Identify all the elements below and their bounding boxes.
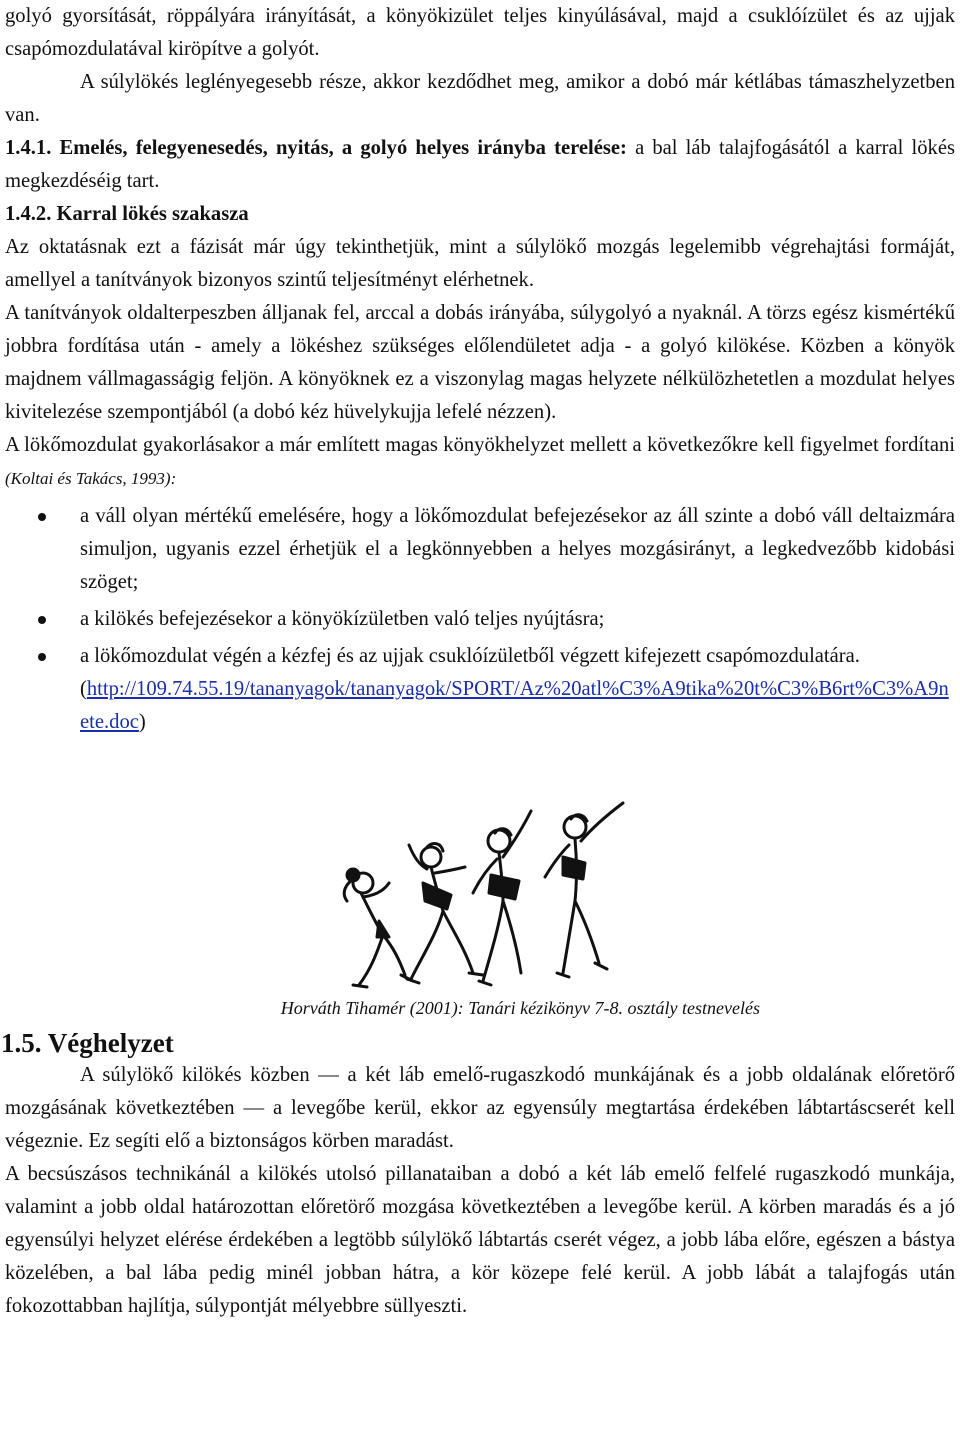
figure-caption: Horváth Tihamér (2001): Tanári kézikönyv 7-8. osztály testnevelés — [280, 998, 760, 1018]
list-item — [5, 500, 955, 599]
list-item-text: a váll olyan mértékű emelésére, hogy a lökőmozdulat befejezésekor az áll szinte a dobó váll deltaizmára simuljon, ugyanis ezzel érhetjük el a legkönnyebben a helyes mozgásirányt, a legkedvezőbb kidobási szöget; — [80, 505, 955, 593]
paragraph-1-4-2-c-text: A lökőmozdulat gyakorlásakor a már említett magas könyökhelyzet mellett a következőkre kell figyelmet fordítani — [5, 434, 955, 456]
list-item — [5, 640, 955, 739]
figure — [5, 797, 955, 1025]
thrower-figure-3 — [473, 811, 531, 985]
paragraph-1-5-b: A becsúszásos technikánál a kilökés utolsó pillanataiban a dobó a két láb emelő felfelé rugaszkodó munkája, valamint a jobb oldal határozottan előretörő mozgása következtében a levegőbe kerül. A körben maradás és a jó egyensúlyi helyzet elérése érdekében a legtöbb súlylökő lábtartás cserét végez, a jobb lába előre, egészen a bástya közelében, a bal lába pedig minél jobban hátra, a kör közepe felé kerül. A jobb lábát a talajfogás után fokozottabban hajlítja, súlypontját mélyebbre süllyeszti. — [5, 1163, 955, 1317]
reference — [80, 673, 955, 739]
list-item-text: a lökőmozdulat végén a kézfej és az ujjak csuklóízületből végzett kifejezett csapómozdulatára. — [80, 645, 860, 667]
shot-put-sequence-illustration — [323, 797, 643, 995]
bullet-icon — [38, 616, 46, 624]
document-page — [1, 0, 955, 1323]
citation: (Koltai és Takács, 1993): — [5, 469, 177, 488]
bullet-icon — [38, 653, 46, 661]
bullet-list — [5, 500, 955, 739]
bullet-icon — [38, 513, 46, 521]
paragraph-1-4-2-c — [5, 429, 955, 495]
list-item — [5, 603, 955, 636]
list-item-text: a kilökés befejezésekor a könyökízületben való teljes nyújtásra; — [80, 608, 605, 630]
thrower-figure-1 — [344, 869, 413, 987]
paragraph-1-4-2-a: Az oktatásnak ezt a fázisát már úgy tekinthetjük, mint a súlylökő mozgás legelemibb végrehajtási formáját, amellyel a tanítványok bizonyos szintű teljesítményt elérhetnek. — [5, 236, 955, 291]
paragraph-1-4-2-b: A tanítványok oldalterpeszben álljanak fel, arccal a dobás irányába, súlygolyó a nyaknál. A törzs egész kismértékű jobbra fordítása után - amely a lökéshez szükséges előlendületet adja - a golyó kilökése. Közben a könyök majdnem vállmagasságig feljön. A könyöknek ez a viszonylag magas helyzete nélkülözhetetlen a mozdulat helyes kivitelezése szempontjából (a dobó kéz hüvelykujja lefelé nézzen). — [5, 302, 955, 423]
section-1-4-1 — [5, 132, 955, 198]
reference-link[interactable]: http://109.74.55.19/tananyagok/tananyagok/SPORT/Az%20atl%C3%A9tika%20t%C3%B6rt%C3%A9nete.doc — [80, 678, 949, 733]
thrower-figure-2 — [407, 844, 483, 983]
paragraph-intro: golyó gyorsítását, röppályára irányítását, a könyökizület teljes kinyúlásával, majd a csuklóízület és az ujjak csapómozdulatával kiröpítve a golyót. — [5, 5, 955, 60]
paragraph-main-part: A súlylökés leglényegesebb része, akkor kezdődhet meg, amikor a dobó már kétlábas támaszhelyzetben van. — [5, 71, 955, 126]
section-1-4-1-text: a bal láb talajfogásától a karral lökés megkezdéséig tart. — [5, 137, 955, 192]
reference-open: ( — [80, 678, 87, 700]
section-1-5-heading: 1.5. Véghelyzet — [1, 1028, 174, 1058]
reference-close: ) — [138, 711, 146, 733]
section-1-4-1-heading: 1.4.1. Emelés, felegyenesedés, nyitás, a golyó helyes irányba terelése: — [5, 137, 627, 159]
paragraph-1-5-a: A súlylökő kilökés közben — a két láb emelő-rugaszkodó munkájának és a jobb oldalának előretörő mozgásának következtében — a levegőbe kerül, ekkor az egyensúly megtartása érdekében lábtartáscserét kell végeznie. Ez segíti elő a biztonságos körben maradást. — [5, 1064, 955, 1152]
thrower-figure-4 — [545, 803, 623, 977]
section-1-4-2-heading: 1.4.2. Karral lökés szakasza — [5, 203, 249, 225]
